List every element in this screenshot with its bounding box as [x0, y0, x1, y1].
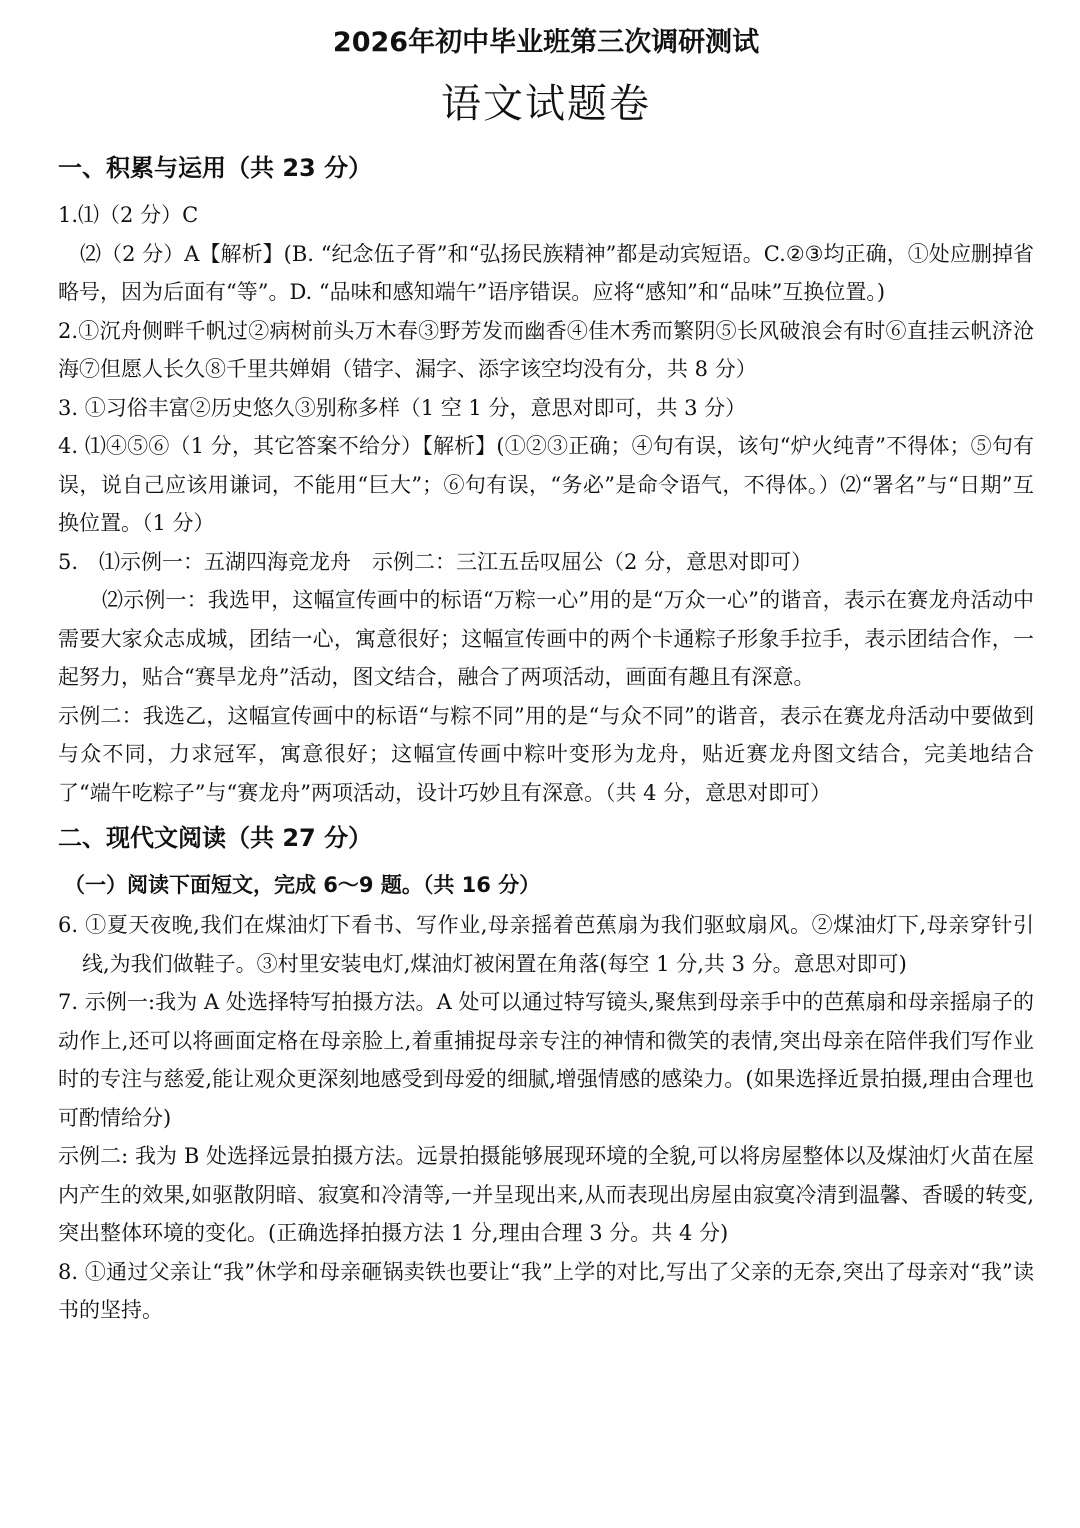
answer-q1-part1: 1.⑴（2 分）C — [58, 203, 199, 227]
exam-subtitle: 语文试题卷 — [441, 81, 651, 127]
answer-q5-part1: 5. ⑴示例一：五湖四海竞龙舟 示例二：三江五岳叹屈公（2 分，意思对即可） — [58, 549, 813, 574]
answer-q7-example1: 7. 示例一:我为 A 处选择特写拍摄方法。A 处可以通过特写镜头,聚焦到母亲手中的芭蕉扇和母亲摇扇子的动作上,还可以将画面定格在母亲脸上,着重捕捉母亲专注的神情和微笑的表情,突出母亲在陪伴我们写作业时的专注与慈爱,能让观众更深刻地感受到母爱的细腻,增强情感的感染力。(如果选择近景拍摄,理由合理也可酌情给分) — [58, 990, 1034, 1130]
exam-title: 2026年初中毕业班第三次调研测试 — [332, 27, 760, 58]
answer-q5-part2-example1: ⑵示例一：我选甲，这幅宣传画中的标语“万粽一心”用的是“万众一心”的谐音，表示在赛龙舟活动中需要大家众志成城，团结一心，寓意很好；这幅宣传画中的两个卡通粽子形象手拉手，表示团结合作，一起努力，贴合“赛旱龙舟”活动，图文结合，融合了两项活动，画面有趣且有深意。 — [58, 588, 1034, 689]
answer-content — [58, 148, 1034, 1330]
subsection-heading-reading-1: （一）阅读下面短文，完成 6～9 题。（共 16 分） — [64, 873, 541, 897]
answer-q5-part2-example2: 示例二：我选乙，这幅宣传画中的标语“与粽不同”用的是“与众不同”的谐音，表示在赛龙舟活动中要做到与众不同，力求冠军，寓意很好；这幅宣传画中粽叶变形为龙舟，贴近赛龙舟图文结合，完美地结合了“端午吃粽子”与“赛龙舟”两项活动，设计巧妙且有深意。（共 4 分，意思对即可） — [58, 703, 1034, 805]
answer-q6: 6. ①夏天夜晚,我们在煤油灯下看书、写作业,母亲摇着芭蕉扇为我们驱蚊扇风。②煤油灯下,母亲穿针引线,为我们做鞋子。③村里安装电灯,煤油灯被闲置在角落(每空 1 分,共 3 分。意思对即可) — [58, 913, 1034, 976]
answer-q8: 8. ①通过父亲让“我”休学和母亲砸锅卖铁也要让“我”上学的对比,写出了父亲的无奈,突出了母亲对“我”读书的坚持。 — [58, 1259, 1034, 1322]
answer-q1-part2: ⑵（2 分）A【解析】(B. “纪念伍子胥”和“弘扬民族精神”都是动宾短语。C.②③均正确，①处应删掉省略号，因为后面有“等”。D. “品味和感知端午”语序错误。应将“感知”和“品味”互换位置。) — [58, 241, 1034, 304]
answer-q3: 3. ①习俗丰富②历史悠久③别称多样（1 空 1 分，意思对即可，共 3 分） — [58, 395, 747, 420]
section-heading-accumulation: 一、积累与运用（共 23 分） — [58, 154, 373, 182]
answer-q2: 2.①沉舟侧畔千帆过②病树前头万木春③野芳发而幽香④佳木秀而繁阴⑤长风破浪会有时⑥直挂云帆济沧海⑦但愿人长久⑧千里共婵娟（错字、漏字、添字该空均没有分，共 8 分） — [58, 318, 1034, 381]
section-heading-modern-reading: 二、现代文阅读（共 27 分） — [58, 824, 373, 852]
answer-q7-example2: 示例二: 我为 B 处选择远景拍摄方法。远景拍摄能够展现环境的全貌,可以将房屋整体以及煤油灯火苗在屋内产生的效果,如驱散阴暗、寂寞和冷清等,一并呈现出来,从而表现出房屋由寂寞冷清到温馨、香暖的转变,突出整体环境的变化。(正确选择拍摄方法 1 分,理由合理 3 分。共 4 分) — [58, 1144, 1034, 1245]
document-page — [58, 0, 1034, 1528]
answer-q4: 4. ⑴④⑤⑥（1 分，其它答案不给分）【解析】(①②③正确；④句有误，该句“炉火纯青”不得体；⑤句有误，说自己应该用谦词，不能用“巨大”；⑥句有误，“务必”是命令语气，不得体。）⑵“署名”与“日期”互换位置。（1 分） — [58, 434, 1034, 535]
